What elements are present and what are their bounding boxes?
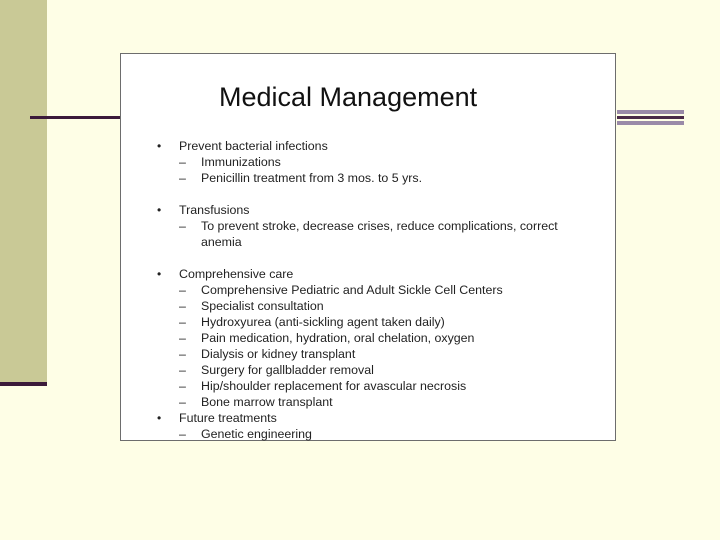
sub-item-label: Specialist consultation	[201, 299, 324, 313]
sub-item	[157, 330, 607, 346]
sub-item-label: Immunizations	[201, 155, 281, 169]
dash-icon: –	[179, 315, 186, 329]
sub-item-label: Pain medication, hydration, oral chelation, oxygen	[201, 331, 475, 345]
dash-icon: –	[179, 171, 186, 185]
sub-item	[157, 346, 607, 362]
sub-item	[157, 426, 607, 442]
bullet-group-transfusions	[157, 202, 607, 250]
sub-item	[157, 378, 607, 394]
dash-icon: –	[179, 395, 186, 409]
bullet-icon: •	[157, 411, 162, 425]
sub-item	[157, 218, 607, 250]
sub-item-label: To prevent stroke, decrease crises, reduce complications, correct anemia	[201, 219, 558, 249]
sub-item-label: Surgery for gallbladder removal	[201, 363, 374, 377]
sub-item-label: Genetic engineering	[201, 427, 312, 441]
dash-icon: –	[179, 379, 186, 393]
sub-item	[157, 362, 607, 378]
bullet-label: Prevent bacterial infections	[179, 139, 328, 153]
sub-item-label: Comprehensive Pediatric and Adult Sickle Cell Centers	[201, 283, 503, 297]
bullet-group-prevent-infections	[157, 138, 607, 186]
sub-item	[157, 298, 607, 314]
sub-item	[157, 170, 607, 186]
bullet-item	[157, 410, 607, 426]
left-divider-rule	[30, 116, 122, 119]
slide-title: Medical Management	[219, 82, 478, 112]
sub-item	[157, 282, 607, 298]
sub-item-label: Hydroxyurea (anti-sickling agent taken daily)	[201, 315, 445, 329]
bullet-item	[157, 266, 607, 282]
dash-icon: –	[179, 363, 186, 377]
slide-image	[120, 53, 616, 441]
sub-item	[157, 394, 607, 410]
sub-item	[157, 314, 607, 330]
sub-item-label: Dialysis or kidney transplant	[201, 347, 356, 361]
bullet-icon: •	[157, 139, 162, 153]
dash-icon: –	[179, 155, 186, 169]
dash-icon: –	[179, 331, 186, 345]
bullet-item	[157, 202, 607, 218]
slide-content	[157, 138, 607, 442]
sub-item-label: Hip/shoulder replacement for avascular necrosis	[201, 379, 467, 393]
sub-item	[157, 154, 607, 170]
bullet-group-comprehensive-care	[157, 266, 607, 410]
bullet-icon: •	[157, 203, 162, 217]
bullet-icon: •	[157, 267, 162, 281]
bullet-label: Comprehensive care	[179, 267, 294, 281]
dash-icon: –	[179, 219, 186, 233]
bullet-group-future-treatments	[157, 410, 607, 442]
dash-icon: –	[179, 299, 186, 313]
bullet-label: Future treatments	[179, 411, 277, 425]
bullet-item	[157, 138, 607, 154]
right-divider-rule	[617, 110, 684, 125]
left-decor-bar	[0, 0, 47, 385]
dash-icon: –	[179, 347, 186, 361]
dash-icon: –	[179, 427, 186, 441]
bullet-label: Transfusions	[179, 203, 250, 217]
dash-icon: –	[179, 283, 186, 297]
sub-item-label: Penicillin treatment from 3 mos. to 5 yrs.	[201, 171, 423, 185]
left-decor-bar-edge	[0, 382, 47, 386]
sub-item-label: Bone marrow transplant	[201, 395, 333, 409]
